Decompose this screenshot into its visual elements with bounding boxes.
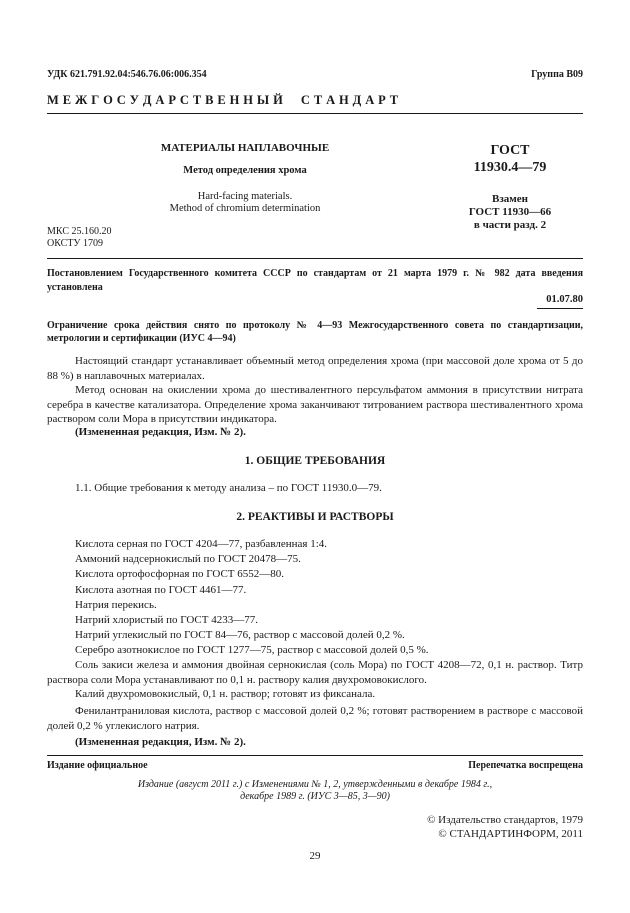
gost-number: 11930.4—79	[473, 160, 547, 175]
copyright-standartinform: © СТАНДАРТИНФОРМ, 2011	[438, 828, 583, 840]
udk-code: УДК 621.791.92.04:546.76.06:006.354	[47, 69, 207, 80]
mks-code: МКС 25.160.20	[47, 226, 112, 237]
section2-amendment-note: (Измененная редакция, Изм. № 2).	[75, 736, 246, 748]
reagent-item: Натрий углекислый по ГОСТ 84—76, раствор с массовой долей 0,2 %.	[75, 629, 405, 642]
reagent-item: Кислота ортофосфорная по ГОСТ 6552—80.	[75, 568, 285, 581]
section1-title: 1. ОБЩИЕ ТРЕБОВАНИЯ	[244, 455, 386, 467]
header-divider	[47, 113, 583, 114]
reagent-item: Серебро азотнокислое по ГОСТ 1277—75, раствор с массовой долей 0,5 %.	[75, 644, 429, 657]
intro-amendment-note: (Измененная редакция, Изм. № 2).	[75, 426, 246, 438]
edition-info-line1: Издание (август 2011 г.) с Изменениями № 1, 2, утвержденными в декабре 1984 г.,	[137, 779, 493, 790]
gost-label: ГОСТ	[490, 143, 530, 158]
replace-part: в части разд. 2	[473, 219, 547, 231]
standard-banner: М Е Ж Г О С У Д А Р С Т В Е Н Н Ы Й С Т А Н Д А Р Т	[47, 93, 399, 107]
reagent-item: Кислота серная по ГОСТ 4204—77, разбавленная 1:4.	[75, 538, 328, 550]
intro-paragraph-1: Настоящий стандарт устанавливает объемный метод определения хрома (при массовой доле хрома от 5 до 88 %) в наплавочных материалах.	[47, 355, 583, 382]
date-underline	[537, 308, 583, 309]
group-code: Группа В09	[531, 69, 583, 80]
reagent-item: Кислота азотная по ГОСТ 4461—77.	[75, 583, 247, 596]
title-en-line1: Hard-facing materials.	[197, 191, 293, 202]
replace-label: Взамен	[492, 193, 528, 205]
reagent-mohr-salt: Соль закиси железа и аммония двойная сернокислая (соль Мора) по ГОСТ 4208—72, 0,1 н. раствор. Титр раствора соли Мора устанавливают по 0,1 н. раствору калия двухромовокислого.	[47, 659, 583, 686]
official-edition: Издание официальное	[47, 760, 148, 771]
title-en-line2: Method of chromium determination	[169, 203, 321, 214]
reagent-phenylanthranilic: Фенилантраниловая кислота, раствор с массовой долей 0,2 %; готовят растворением в растворе с массовой долей 0,2 % углекислого натрия.	[47, 705, 583, 732]
decree-text: Постановлением Государственного комитета СССР по стандартам от 21 марта 1979 г. № 982 дата введения установлена	[47, 268, 583, 293]
page-number: 29	[309, 850, 321, 862]
reagent-dichromate: Калий двухромовокислый, 0,1 н. раствор; готовят из фиксанала.	[75, 688, 376, 700]
title-sub: Метод определения хрома	[183, 165, 307, 176]
title-divider	[47, 258, 583, 259]
restriction-note: Ограничение срока действия снято по протоколу № 4—93 Межгосударственного совета по стандартизации, метрологии и сертификации (ИУС 4—94)	[47, 320, 583, 344]
section1-item-1-1: 1.1. Общие требования к методу анализа – по ГОСТ 11930.0—79.	[75, 482, 382, 494]
section2-title: 2. РЕАКТИВЫ И РАСТВОРЫ	[236, 511, 394, 523]
edition-info-line2: декабре 1989 г. (ИУС 3—85, 3—90)	[240, 791, 390, 802]
reagent-item: Натрий хлористый по ГОСТ 4233—77.	[75, 614, 258, 627]
copyright-publisher: © Издательство стандартов, 1979	[427, 814, 583, 826]
reprint-prohibited: Перепечатка воспрещена	[468, 760, 583, 771]
reagent-item: Аммоний надсернокислый по ГОСТ 20478—75.	[75, 553, 301, 566]
decree-date: 01.07.80	[546, 294, 583, 305]
okstu-code: ОКСТУ 1709	[47, 238, 104, 249]
intro-paragraph-2: Метод основан на окислении хрома до шестивалентного персульфатом аммония в присутствии нитрата серебра в качестве катализатора. Определение хрома заканчивают титрованием раствора шестивалентного хрома раствором соли Мора в присутствии индикатора.	[47, 384, 583, 425]
footer-divider	[47, 755, 583, 756]
title-main: МАТЕРИАЛЫ НАПЛАВОЧНЫЕ	[160, 142, 330, 154]
reagent-list	[75, 537, 583, 659]
reagent-item: Натрия перекись.	[75, 598, 157, 611]
replace-standard: ГОСТ 11930—66	[468, 206, 552, 218]
